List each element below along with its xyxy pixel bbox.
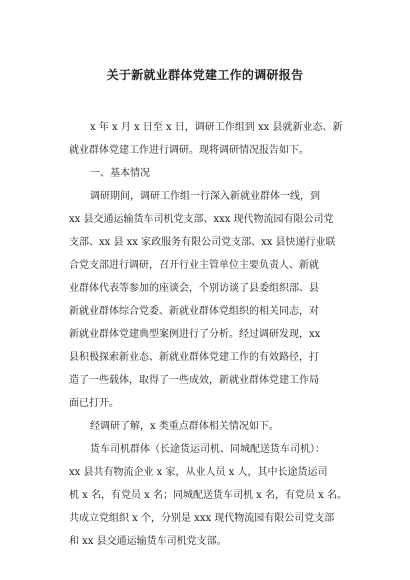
paragraph-line: 造了一些载体，取得了一些成效，新就业群体党建工作局 xyxy=(69,375,319,386)
paragraph-line: 业群体代表等参加的座谈会，个别访谈了县委组织部、县 xyxy=(69,283,319,294)
paragraph-line: 支部、xx 县 xx 家政服务有限公司党支部、xx 县快递行业联 xyxy=(69,237,336,248)
paragraph-line: 县积极探索新业态、新就业群体党建工作的有效路径，打 xyxy=(69,352,319,363)
section-heading: 一、基本情况 xyxy=(90,168,150,179)
paragraph-line: xx 县交通运输货车司机党支部、xxx 现代物流园有限公司党 xyxy=(69,214,334,225)
paragraph-line: 共成立党组织 x 个，分别是 xxx 现代物流园有限公司党支部 xyxy=(69,513,335,524)
paragraph-line: x 年 x 月 x 日至 x 日，调研工作组到 xx 县就新业态、新 xyxy=(90,122,343,133)
paragraph-line: 新就业群体综合党委、新就业群体党组织的相关同志，对 xyxy=(69,306,319,317)
paragraph-line: 经调研了解，x 类重点群体相关情况如下。 xyxy=(90,421,279,432)
paragraph-line: 就业群体党建工作进行调研。现将调研情况报告如下。 xyxy=(69,145,309,156)
paragraph-line: 调研期间，调研工作组一行深入新就业群体一线，到 xyxy=(90,191,320,202)
paragraph-line: 新就业群体党建典型案例进行了分析。经过调研发现，xx xyxy=(69,329,321,340)
paragraph-line: 货车司机群体（长途货运司机、同城配送货车司机）： xyxy=(90,444,325,455)
paragraph-line: xx 县共有物流企业 x 家，从业人员 x 人，其中长途货运司 xyxy=(69,467,328,478)
paragraph-line: 机 x 名，有党员 x 名；同城配送货车司机 x 名，有党员 x 名。 xyxy=(69,490,347,501)
paragraph-line: 合党支部进行调研，召开行业主管单位主要负责人、新就 xyxy=(69,260,319,271)
document-title: 关于新就业群体党建工作的调研报告 xyxy=(106,68,304,82)
paragraph-line: 和 xx 县交通运输货车司机党支部。 xyxy=(69,536,227,547)
paragraph-line: 面已打开。 xyxy=(69,398,119,409)
